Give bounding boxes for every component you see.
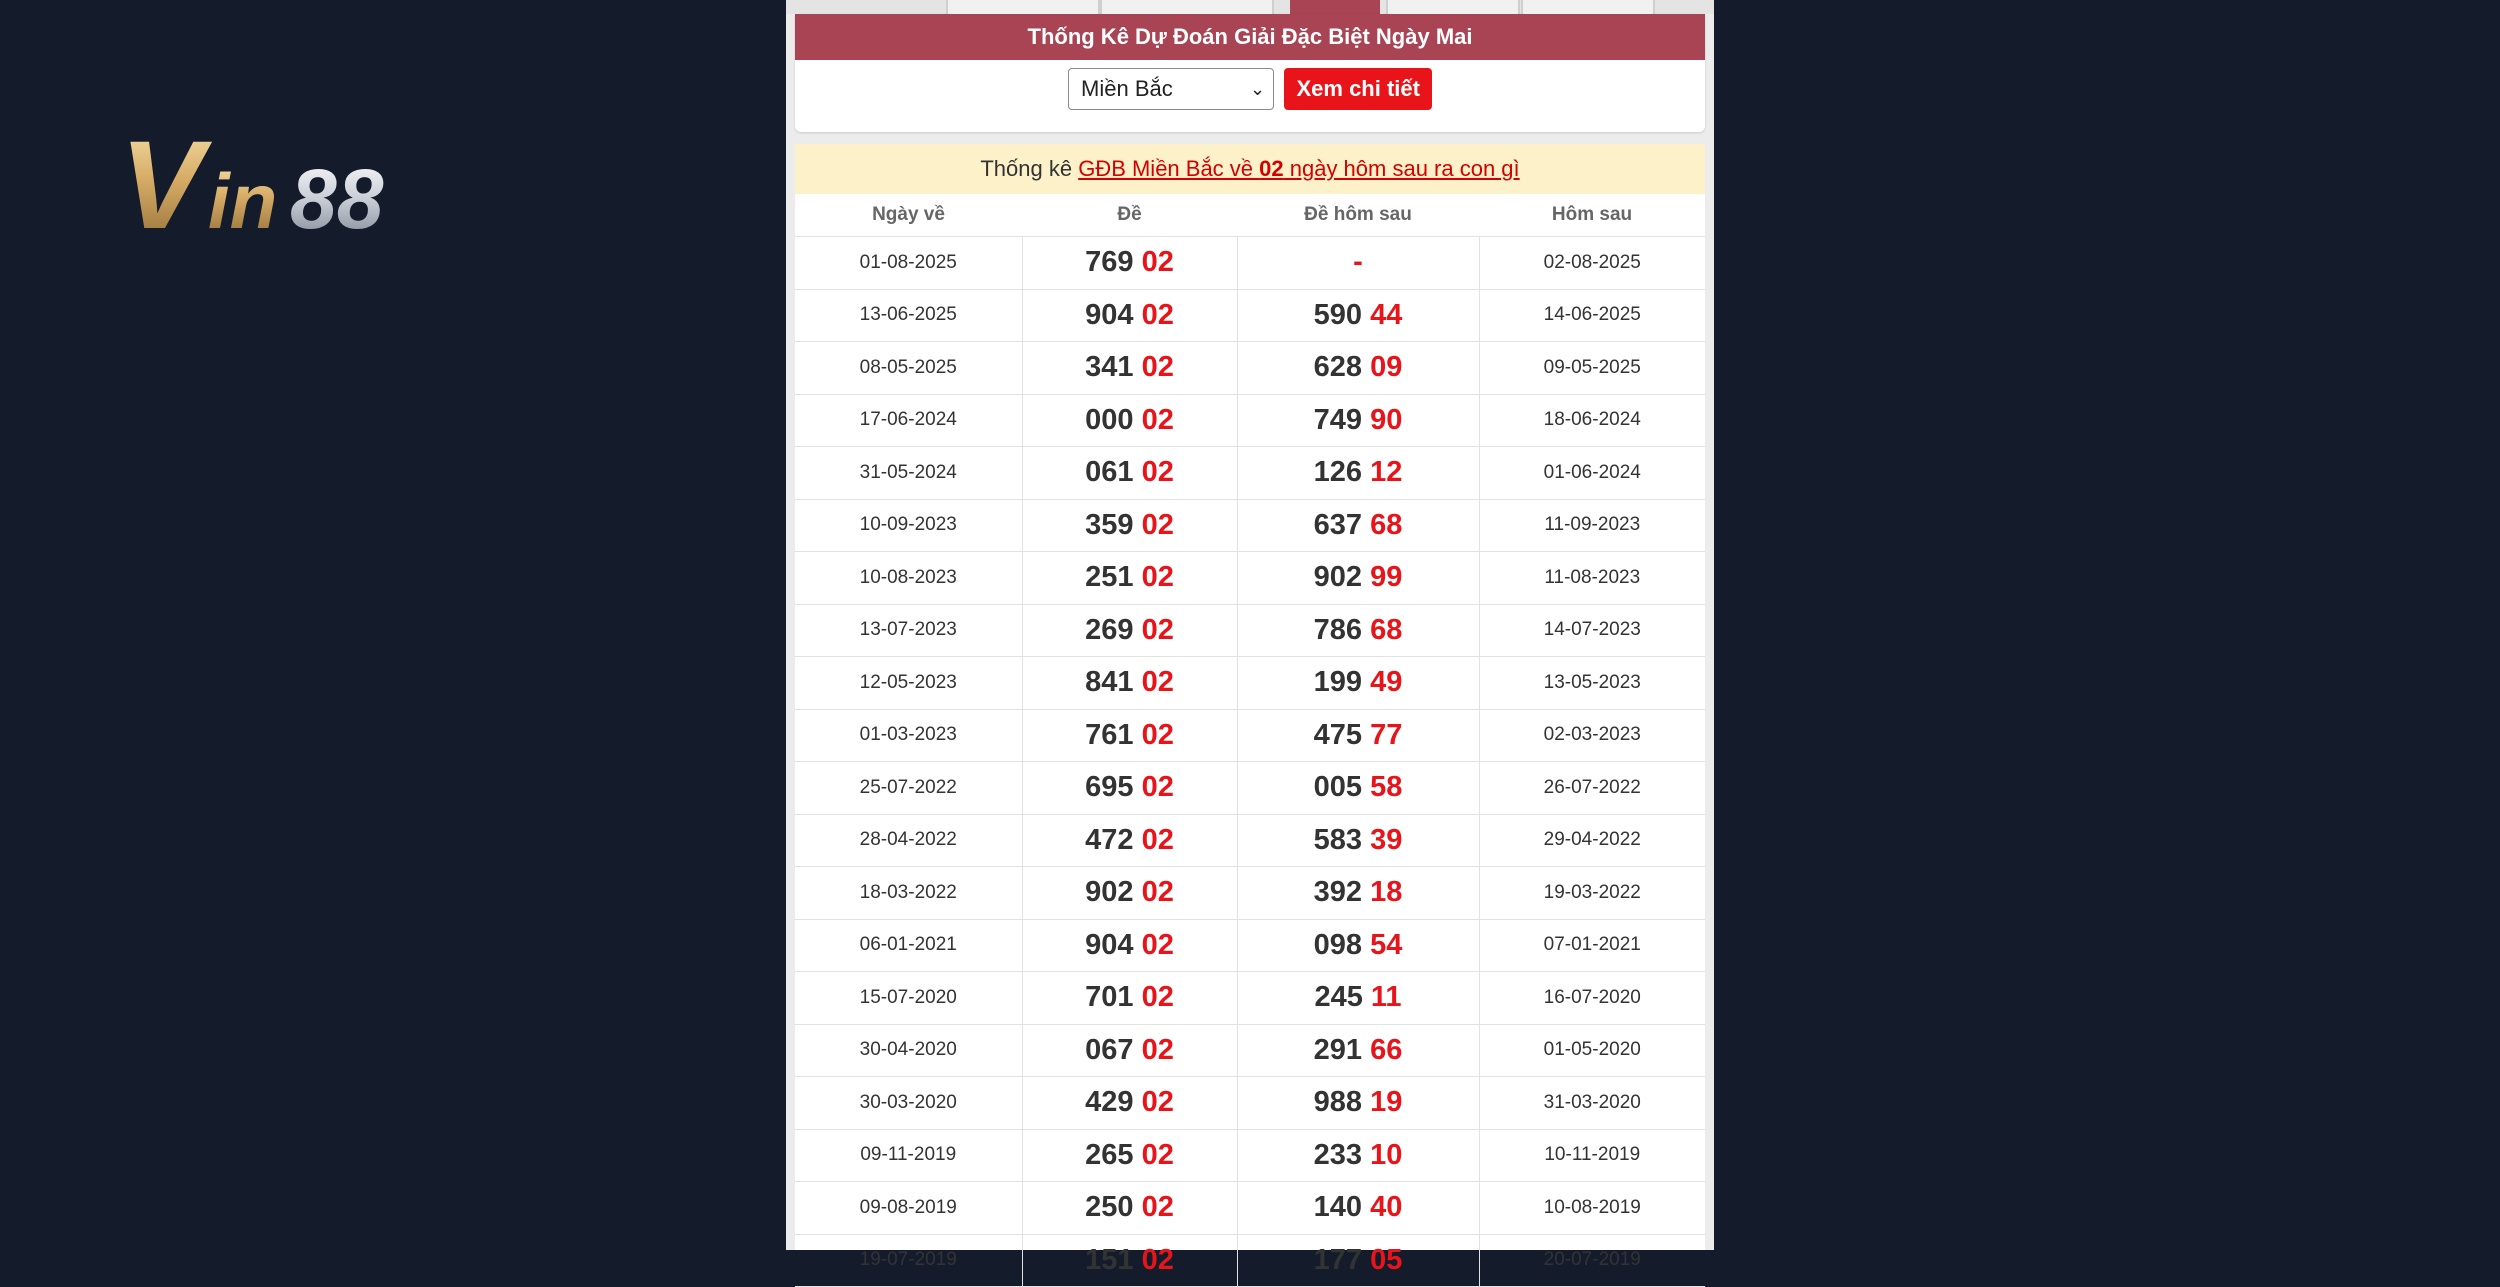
- row-next-de-suffix: 68: [1370, 508, 1403, 541]
- row-next-date: 13-05-2023: [1479, 657, 1705, 710]
- row-next-de-suffix: 19: [1370, 1086, 1403, 1119]
- row-next-de: [1237, 972, 1479, 1025]
- row-next-de-suffix: 44: [1370, 298, 1403, 331]
- row-next-date: 14-06-2025: [1479, 289, 1705, 342]
- row-next-date: 29-04-2022: [1479, 814, 1705, 867]
- region-select-value: Miền Bắc: [1081, 76, 1173, 101]
- row-next-de-suffix: 10: [1370, 1138, 1403, 1171]
- tab-2[interactable]: [1100, 0, 1274, 14]
- row-de: [1022, 1129, 1237, 1182]
- row-next-de-prefix: 140: [1313, 1191, 1363, 1224]
- row-next-de: [1237, 447, 1479, 500]
- row-next-date: 18-06-2024: [1479, 394, 1705, 447]
- row-de-prefix: 151: [1085, 1243, 1134, 1276]
- table-row: [795, 709, 1705, 762]
- row-next-date: 01-05-2020: [1479, 1024, 1705, 1077]
- table-row: [795, 1234, 1705, 1287]
- row-de: [1022, 657, 1237, 710]
- row-de-suffix: 02: [1141, 1086, 1174, 1119]
- row-de-prefix: 000: [1085, 403, 1134, 436]
- row-de: [1022, 1234, 1237, 1287]
- row-next-date: 01-06-2024: [1479, 447, 1705, 500]
- row-next-date: 10-08-2019: [1479, 1182, 1705, 1235]
- row-next-date: 11-09-2023: [1479, 499, 1705, 552]
- row-de-prefix: 769: [1085, 246, 1134, 279]
- row-next-de: [1237, 604, 1479, 657]
- row-next-de: [1237, 1234, 1479, 1287]
- view-detail-button[interactable]: Xem chi tiết: [1284, 68, 1431, 110]
- tab-1[interactable]: [946, 0, 1100, 14]
- row-next-de: [1237, 1129, 1479, 1182]
- column-header-date: Ngày về: [795, 194, 1022, 237]
- table-row: [795, 1077, 1705, 1130]
- row-next-de-prefix: 786: [1313, 613, 1363, 646]
- row-date: 19-07-2019: [795, 1234, 1022, 1287]
- vin88-logo: [120, 116, 480, 255]
- row-next-de-prefix: 291: [1313, 1033, 1363, 1066]
- row-next-de: [1237, 867, 1479, 920]
- row-next-de-suffix: 90: [1370, 403, 1403, 436]
- row-next-de: [1237, 814, 1479, 867]
- prediction-header-card: [795, 14, 1705, 132]
- row-next-de: [1237, 1182, 1479, 1235]
- row-next-de-suffix: 39: [1370, 823, 1403, 856]
- row-de: [1022, 867, 1237, 920]
- table-row: [795, 1182, 1705, 1235]
- row-de-prefix: 904: [1085, 298, 1134, 331]
- row-next-de-prefix: 749: [1313, 403, 1363, 436]
- table-row: [795, 289, 1705, 342]
- table-row: [795, 552, 1705, 605]
- svg-text:V: V: [120, 116, 204, 255]
- row-de-suffix: 02: [1141, 561, 1174, 594]
- table-header-row: [795, 194, 1705, 237]
- row-date: 01-03-2023: [795, 709, 1022, 762]
- row-next-de-suffix: 58: [1370, 771, 1403, 804]
- row-de-suffix: 02: [1141, 666, 1174, 699]
- table-row: [795, 1129, 1705, 1182]
- row-next-de-suffix: -: [1353, 246, 1363, 279]
- row-next-de-prefix: 233: [1313, 1138, 1363, 1171]
- tab-strip: [786, 0, 1714, 14]
- svg-text:in: in: [208, 157, 278, 245]
- row-next-de-suffix: 11: [1370, 981, 1402, 1014]
- row-de-suffix: 02: [1141, 1033, 1174, 1066]
- row-next-de-suffix: 99: [1370, 561, 1403, 594]
- row-de-prefix: 269: [1085, 613, 1134, 646]
- column-header-next-de: Đề hôm sau: [1237, 194, 1479, 237]
- row-de: [1022, 762, 1237, 815]
- row-next-de-prefix: 590: [1313, 298, 1363, 331]
- row-date: 10-09-2023: [795, 499, 1022, 552]
- svg-text:88: 88: [290, 152, 384, 246]
- region-controls: [795, 68, 1705, 112]
- stats-banner-link[interactable]: [1078, 156, 1519, 181]
- table-row: [795, 867, 1705, 920]
- row-next-de-prefix: 199: [1313, 666, 1363, 699]
- row-date: 18-03-2022: [795, 867, 1022, 920]
- row-de-suffix: 02: [1141, 981, 1174, 1014]
- stats-banner-link-text-1: GĐB Miền Bắc về: [1078, 156, 1260, 181]
- row-next-de-prefix: 902: [1313, 561, 1363, 594]
- row-de: [1022, 289, 1237, 342]
- row-date: 01-08-2025: [795, 237, 1022, 290]
- row-next-date: 19-03-2022: [1479, 867, 1705, 920]
- row-next-de: [1237, 762, 1479, 815]
- row-date: 06-01-2021: [795, 919, 1022, 972]
- row-next-de-suffix: 49: [1370, 666, 1403, 699]
- row-de-prefix: 701: [1085, 981, 1134, 1014]
- page-title: Thống Kê Dự Đoán Giải Đặc Biệt Ngày Mai: [795, 14, 1705, 60]
- results-body: [795, 237, 1705, 1287]
- table-row: [795, 342, 1705, 395]
- row-de-suffix: 02: [1141, 823, 1174, 856]
- row-de: [1022, 447, 1237, 500]
- row-date: 13-06-2025: [795, 289, 1022, 342]
- table-row: [795, 657, 1705, 710]
- row-next-de-prefix: 098: [1313, 928, 1363, 961]
- row-de: [1022, 237, 1237, 290]
- row-de-suffix: 02: [1141, 1191, 1174, 1224]
- row-next-de: [1237, 1077, 1479, 1130]
- row-date: 28-04-2022: [795, 814, 1022, 867]
- row-next-de-prefix: 583: [1313, 823, 1363, 856]
- row-de: [1022, 1182, 1237, 1235]
- row-next-de-suffix: 09: [1370, 351, 1403, 384]
- row-next-de-prefix: 628: [1313, 351, 1363, 384]
- row-date: 15-07-2020: [795, 972, 1022, 1025]
- row-de: [1022, 919, 1237, 972]
- table-row: [795, 1024, 1705, 1077]
- row-next-de: [1237, 657, 1479, 710]
- row-date: 09-11-2019: [795, 1129, 1022, 1182]
- row-next-de: [1237, 499, 1479, 552]
- table-row: [795, 237, 1705, 290]
- region-select[interactable]: [1068, 68, 1274, 110]
- row-de-suffix: 02: [1141, 456, 1174, 489]
- row-next-de-suffix: 40: [1370, 1191, 1403, 1224]
- table-row: [795, 394, 1705, 447]
- row-de-prefix: 902: [1085, 876, 1134, 909]
- row-de-suffix: 02: [1141, 928, 1174, 961]
- row-date: 09-08-2019: [795, 1182, 1022, 1235]
- row-de-prefix: 695: [1085, 771, 1134, 804]
- row-de-suffix: 02: [1141, 246, 1174, 279]
- row-next-de: [1237, 552, 1479, 605]
- row-date: 30-04-2020: [795, 1024, 1022, 1077]
- row-de-suffix: 02: [1141, 1243, 1174, 1276]
- table-row: [795, 972, 1705, 1025]
- row-date: 10-08-2023: [795, 552, 1022, 605]
- row-de-prefix: 250: [1085, 1191, 1134, 1224]
- row-de: [1022, 604, 1237, 657]
- row-next-date: 26-07-2022: [1479, 762, 1705, 815]
- table-row: [795, 814, 1705, 867]
- row-de-prefix: 841: [1085, 666, 1134, 699]
- row-next-de-suffix: 68: [1370, 613, 1403, 646]
- row-date: 12-05-2023: [795, 657, 1022, 710]
- row-date: 17-06-2024: [795, 394, 1022, 447]
- row-de-suffix: 02: [1141, 1138, 1174, 1171]
- row-next-de-prefix: 392: [1313, 876, 1363, 909]
- vin88-logo-graphic: [120, 116, 480, 255]
- tab-3[interactable]: [1386, 0, 1520, 14]
- row-next-de: [1237, 709, 1479, 762]
- row-next-date: 02-03-2023: [1479, 709, 1705, 762]
- row-de: [1022, 972, 1237, 1025]
- table-row: [795, 762, 1705, 815]
- row-de-prefix: 067: [1085, 1033, 1134, 1066]
- row-date: 30-03-2020: [795, 1077, 1022, 1130]
- stats-banner-link-number: 02: [1259, 156, 1284, 181]
- row-next-date: 09-05-2025: [1479, 342, 1705, 395]
- table-row: [795, 499, 1705, 552]
- row-de-prefix: 904: [1085, 928, 1134, 961]
- row-de-suffix: 02: [1141, 613, 1174, 646]
- row-next-de: [1237, 237, 1479, 290]
- row-de: [1022, 1024, 1237, 1077]
- stats-banner-prefix: Thống kê: [980, 156, 1079, 181]
- tab-active[interactable]: [1290, 0, 1380, 14]
- row-de-suffix: 02: [1141, 771, 1174, 804]
- row-next-de-prefix: 245: [1314, 981, 1363, 1014]
- row-next-de-suffix: 18: [1370, 876, 1403, 909]
- row-next-date: 10-11-2019: [1479, 1129, 1705, 1182]
- tab-4[interactable]: [1521, 0, 1655, 14]
- row-de: [1022, 499, 1237, 552]
- table-row: [795, 604, 1705, 657]
- row-date: 25-07-2022: [795, 762, 1022, 815]
- row-de: [1022, 1077, 1237, 1130]
- row-date: 08-05-2025: [795, 342, 1022, 395]
- row-date: 31-05-2024: [795, 447, 1022, 500]
- chevron-down-icon: ⌄: [1249, 79, 1266, 99]
- row-de: [1022, 394, 1237, 447]
- row-next-de: [1237, 1024, 1479, 1077]
- row-de: [1022, 709, 1237, 762]
- row-next-date: 16-07-2020: [1479, 972, 1705, 1025]
- row-next-de: [1237, 289, 1479, 342]
- row-de-suffix: 02: [1141, 508, 1174, 541]
- row-de-prefix: 359: [1085, 508, 1134, 541]
- row-next-de-prefix: 637: [1313, 508, 1363, 541]
- row-next-de-prefix: 475: [1313, 718, 1363, 751]
- row-de-suffix: 02: [1141, 298, 1174, 331]
- stats-card: [795, 144, 1705, 1276]
- row-de-prefix: 251: [1085, 561, 1134, 594]
- row-next-date: 02-08-2025: [1479, 237, 1705, 290]
- row-next-date: 14-07-2023: [1479, 604, 1705, 657]
- row-de-prefix: 341: [1085, 351, 1134, 384]
- row-de-suffix: 02: [1141, 403, 1174, 436]
- row-next-date: 11-08-2023: [1479, 552, 1705, 605]
- row-next-de-prefix: 177: [1313, 1243, 1363, 1276]
- row-next-date: 31-03-2020: [1479, 1077, 1705, 1130]
- row-de: [1022, 552, 1237, 605]
- row-next-de-prefix: 005: [1313, 771, 1363, 804]
- row-de-prefix: 061: [1085, 456, 1134, 489]
- row-next-de: [1237, 394, 1479, 447]
- stats-banner: [795, 144, 1705, 194]
- row-next-de-suffix: 54: [1370, 928, 1403, 961]
- stats-banner-link-text-2: ngày hôm sau ra con gì: [1283, 156, 1520, 181]
- table-row: [795, 919, 1705, 972]
- row-next-date: 07-01-2021: [1479, 919, 1705, 972]
- row-de-suffix: 02: [1141, 718, 1174, 751]
- table-row: [795, 447, 1705, 500]
- results-table: [795, 194, 1705, 1287]
- column-header-de: Đề: [1022, 194, 1237, 237]
- row-de-prefix: 265: [1085, 1138, 1134, 1171]
- row-de-prefix: 761: [1085, 718, 1134, 751]
- row-next-date: 20-07-2019: [1479, 1234, 1705, 1287]
- row-de: [1022, 814, 1237, 867]
- row-next-de-suffix: 77: [1370, 718, 1403, 751]
- row-de-suffix: 02: [1141, 351, 1174, 384]
- column-header-next-date: Hôm sau: [1479, 194, 1705, 237]
- row-next-de: [1237, 919, 1479, 972]
- row-date: 13-07-2023: [795, 604, 1022, 657]
- row-de-prefix: 429: [1085, 1086, 1134, 1119]
- row-next-de-prefix: 126: [1313, 456, 1363, 489]
- row-de: [1022, 342, 1237, 395]
- main-panel: [786, 0, 1714, 1276]
- row-next-de-suffix: 05: [1370, 1243, 1403, 1276]
- row-next-de-suffix: 66: [1370, 1033, 1403, 1066]
- row-next-de: [1237, 342, 1479, 395]
- row-next-de-prefix: 988: [1313, 1086, 1363, 1119]
- row-de-suffix: 02: [1141, 876, 1174, 909]
- row-de-prefix: 472: [1085, 823, 1134, 856]
- row-next-de-suffix: 12: [1370, 456, 1403, 489]
